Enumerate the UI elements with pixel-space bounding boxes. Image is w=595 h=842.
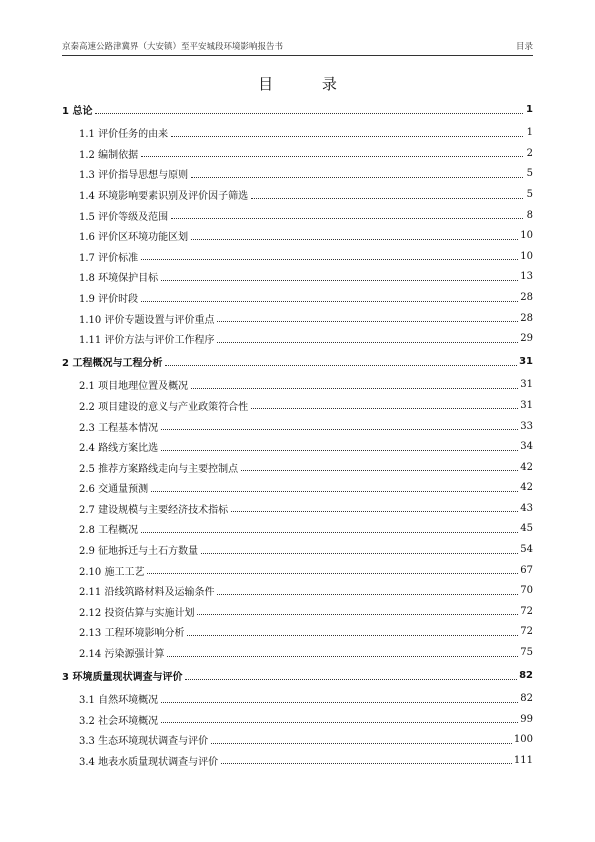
- header-document-title: 京秦高速公路津冀界（大安镇）至平安城段环境影响报告书: [62, 42, 284, 52]
- toc-section-entry[interactable]: [62, 375, 533, 396]
- toc-page-number: 100: [513, 734, 533, 746]
- toc-chapter-entry[interactable]: [62, 97, 533, 123]
- dot-leader: [141, 531, 518, 533]
- dot-leader: [197, 613, 518, 615]
- toc-page-number: 28: [520, 292, 533, 304]
- dot-leader: [141, 155, 523, 157]
- toc-page-number: 42: [520, 461, 533, 473]
- dot-leader: [171, 135, 523, 137]
- toc-section-entry[interactable]: [62, 642, 533, 663]
- toc-entry-label: 3 环境质量现状调查与评价: [62, 672, 183, 684]
- toc-page-number: 43: [520, 502, 533, 514]
- toc-section-entry[interactable]: [62, 328, 533, 349]
- dot-leader: [201, 552, 518, 554]
- dot-leader: [187, 634, 518, 636]
- toc-page-number: 8: [526, 209, 533, 221]
- toc-page-number: 54: [520, 544, 533, 556]
- dot-leader: [141, 258, 518, 260]
- toc-page-number: 2: [526, 147, 533, 159]
- toc-entry-label: 3.3 生态环境现状调查与评价: [79, 736, 209, 748]
- toc-entry-label: 3.1 自然环境概况: [79, 695, 159, 707]
- toc-section-entry[interactable]: [62, 287, 533, 308]
- header-section-label: 目录: [515, 42, 533, 52]
- toc-section-entry[interactable]: [62, 164, 533, 185]
- toc-entry-label: 2.6 交通量预测: [79, 484, 149, 496]
- toc-entry-label: 2.10 施工工艺: [79, 566, 145, 578]
- toc-entry-label: 2.7 建设规模与主要经济技术指标: [79, 504, 229, 516]
- toc-entry-label: 1 总论: [62, 106, 93, 118]
- toc-page-number: 1: [526, 127, 533, 139]
- toc-section-entry[interactable]: [62, 560, 533, 581]
- dot-leader: [167, 655, 518, 657]
- toc-section-entry[interactable]: [62, 143, 533, 164]
- toc-page-number: 99: [520, 713, 533, 725]
- toc-page-number: 75: [520, 647, 533, 659]
- toc-entry-label: 2.1 项目地理位置及概况: [79, 381, 189, 393]
- toc-section-entry[interactable]: [62, 519, 533, 540]
- toc-section-entry[interactable]: [62, 184, 533, 205]
- toc-entry-label: 1.5 评价等级及范围: [79, 211, 169, 223]
- toc-page-number: 28: [520, 312, 533, 324]
- toc-page-number: 70: [520, 585, 533, 597]
- toc-page-number: 1: [526, 104, 533, 116]
- toc-section-entry[interactable]: [62, 416, 533, 437]
- toc-section-entry[interactable]: [62, 622, 533, 643]
- toc-section-entry[interactable]: [62, 123, 533, 144]
- toc-page-number: 13: [520, 271, 533, 283]
- toc-page-number: 31: [520, 379, 533, 391]
- toc-page-number: 31: [519, 356, 533, 368]
- dot-leader: [161, 428, 518, 430]
- toc-entry-label: 1.2 编制依据: [79, 149, 139, 161]
- toc-page-number: 33: [520, 420, 533, 432]
- toc-section-entry[interactable]: [62, 267, 533, 288]
- toc-entry-label: 1.11 评价方法与评价工作程序: [79, 335, 215, 347]
- page-header: [62, 40, 533, 54]
- dot-leader: [161, 701, 518, 703]
- toc-page-number: 29: [520, 333, 533, 345]
- toc-entry-label: 2.3 工程基本情况: [79, 422, 159, 434]
- toc-entry-label: 1.1 评价任务的由来: [79, 129, 169, 141]
- toc-chapter-entry[interactable]: [62, 349, 533, 375]
- toc-section-entry[interactable]: [62, 498, 533, 519]
- toc-entry-label: 2.14 污染源强计算: [79, 649, 165, 661]
- dot-leader: [147, 572, 518, 574]
- dot-leader: [221, 762, 512, 764]
- toc-page-number: 31: [520, 399, 533, 411]
- dot-leader: [161, 279, 518, 281]
- dot-leader: [217, 320, 518, 322]
- toc-page-number: 82: [519, 670, 533, 682]
- dot-leader: [241, 469, 518, 471]
- dot-leader: [141, 300, 518, 302]
- toc-page-number: 72: [520, 605, 533, 617]
- toc-section-entry[interactable]: [62, 205, 533, 226]
- toc-section-entry[interactable]: [62, 457, 533, 478]
- dot-leader: [161, 449, 518, 451]
- toc-entry-label: 1.6 评价区环境功能区划: [79, 232, 189, 244]
- toc-page-number: 67: [520, 564, 533, 576]
- toc-page-number: 34: [520, 441, 533, 453]
- toc-entry-label: 2 工程概况与工程分析: [62, 358, 163, 370]
- toc-entry-label: 2.11 沿线筑路材料及运输条件: [79, 587, 215, 599]
- toc-entry-label: 2.4 路线方案比选: [79, 443, 159, 455]
- toc-section-entry[interactable]: [62, 730, 533, 751]
- toc-entry-label: 2.12 投资估算与实施计划: [79, 607, 195, 619]
- toc-entry-label: 2.2 项目建设的意义与产业政策符合性: [79, 401, 249, 413]
- toc-entry-label: 2.8 工程概况: [79, 525, 139, 537]
- toc-entry-label: 1.7 评价标准: [79, 252, 139, 264]
- toc-entry-label: 2.5 推荐方案路线走向与主要控制点: [79, 463, 239, 475]
- toc-entry-label: 1.10 评价专题设置与评价重点: [79, 314, 215, 326]
- toc-page-number: 82: [520, 693, 533, 705]
- page-title: 目 录: [258, 75, 359, 93]
- dot-leader: [161, 721, 518, 723]
- toc-section-entry[interactable]: [62, 395, 533, 416]
- toc-section-entry[interactable]: [62, 225, 533, 246]
- toc-page-number: 42: [520, 482, 533, 494]
- toc-entry-label: 2.13 工程环境影响分析: [79, 628, 185, 640]
- toc-entry-label: 1.8 环境保护目标: [79, 273, 159, 285]
- dot-leader: [191, 387, 518, 389]
- header-divider: [62, 55, 533, 56]
- dot-leader: [217, 593, 518, 595]
- dot-leader: [171, 217, 523, 219]
- toc-page-number: 5: [526, 168, 533, 180]
- dot-leader: [185, 678, 517, 680]
- toc-page-number: 45: [520, 523, 533, 535]
- toc-section-entry[interactable]: [62, 308, 533, 329]
- dot-leader: [191, 176, 523, 178]
- table-of-contents: [62, 97, 533, 771]
- toc-section-entry[interactable]: [62, 539, 533, 560]
- dot-leader: [211, 742, 512, 744]
- toc-page-number: 5: [526, 189, 533, 201]
- dot-leader: [217, 341, 518, 343]
- toc-entry-label: 3.4 地表水质量现状调查与评价: [79, 756, 219, 768]
- toc-entry-label: 2.9 征地拆迁与土石方数量: [79, 546, 199, 558]
- dot-leader: [151, 490, 518, 492]
- toc-entry-label: 1.4 环境影响要素识别及评价因子筛选: [79, 191, 249, 203]
- toc-section-entry[interactable]: [62, 478, 533, 499]
- dot-leader: [231, 510, 518, 512]
- toc-section-entry[interactable]: [62, 709, 533, 730]
- toc-section-entry[interactable]: [62, 601, 533, 622]
- dot-leader: [191, 238, 518, 240]
- toc-section-entry[interactable]: [62, 688, 533, 709]
- toc-page-number: 10: [520, 250, 533, 262]
- toc-entry-label: 3.2 社会环境概况: [79, 715, 159, 727]
- toc-page-number: 111: [513, 754, 533, 766]
- toc-section-entry[interactable]: [62, 580, 533, 601]
- toc-page-number: 10: [520, 230, 533, 242]
- toc-section-entry[interactable]: [62, 436, 533, 457]
- toc-entry-label: 1.3 评价指导思想与原则: [79, 170, 189, 182]
- toc-entry-label: 1.9 评价时段: [79, 294, 139, 306]
- toc-chapter-entry[interactable]: [62, 663, 533, 689]
- dot-leader: [251, 407, 518, 409]
- dot-leader: [95, 112, 523, 114]
- toc-section-entry[interactable]: [62, 750, 533, 771]
- dot-leader: [165, 364, 517, 366]
- dot-leader: [251, 197, 523, 199]
- toc-page-number: 72: [520, 626, 533, 638]
- toc-section-entry[interactable]: [62, 246, 533, 267]
